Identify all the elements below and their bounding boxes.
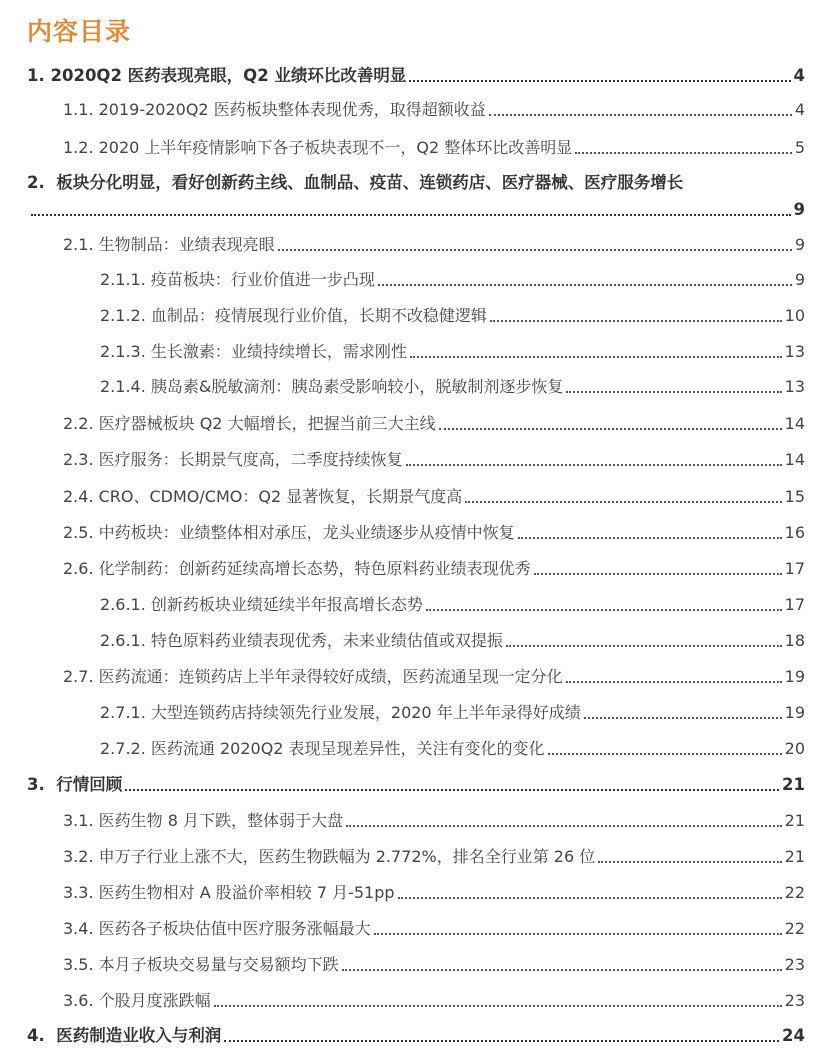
toc-row [0,915,831,939]
toc-entry-text: 大型连锁药店持续领先行业发展，2020 年上半年录得好成绩 [150,703,581,722]
toc-entry-link[interactable] [100,591,805,615]
toc-entry-number: 2.1.2. [100,306,151,325]
toc-entry-link[interactable] [100,699,805,723]
toc-entry-number: 1. [27,66,51,85]
toc-entry-text: 医疗服务：长期景气度高，二季度持续恢复 [98,450,403,469]
toc-row [0,987,831,1011]
toc-leader-dots [490,320,782,322]
toc-entry-link[interactable] [63,843,805,867]
toc-row [0,771,831,795]
toc-entry-number: 3.4. [63,919,99,938]
toc-row [0,446,831,470]
toc-row [0,879,831,903]
toc-entry-number: 2.6.1. [100,631,151,650]
toc-entry-number: 1.2. [63,138,99,157]
toc-leader-dots [534,573,782,575]
toc-leader-dots [506,645,782,647]
toc-entry-text: 医药流通：连锁药店上半年录得较好成绩，医药流通呈现一定分化 [98,667,563,686]
toc-entry-link[interactable] [27,62,805,86]
toc-row-continuation [0,196,831,220]
toc-entry-number: 3.3. [63,883,99,902]
toc-leader-dots [125,789,779,791]
toc-entry-link[interactable] [63,555,805,579]
toc-entry-link[interactable] [27,169,805,193]
toc-row [0,96,831,120]
toc-leader-dots [410,356,782,358]
toc-entry-link[interactable] [63,446,805,470]
toc-entry-link[interactable] [100,266,805,290]
toc-row [0,699,831,723]
toc-entry-number: 2.1. [63,235,99,254]
toc-entry-text: 生物制品：业绩表现亮眼 [98,235,275,254]
toc-entry-continuation[interactable] [31,196,805,220]
toc-leader-dots [378,284,792,286]
toc-page-number: 21 [784,811,805,830]
toc-entry-number: 2.1.4. [100,377,151,396]
toc-leader-dots [598,861,781,863]
toc-row [0,1022,831,1046]
toc-entry-number: 2.7.2. [100,739,151,758]
toc-page-number: 4 [794,100,805,119]
toc-page-number: 10 [784,306,805,325]
toc-entry-link[interactable] [63,915,805,939]
toc-page-number: 23 [784,991,805,1010]
toc-row [0,663,831,687]
toc-entry-text: 2020Q2 医药表现亮眼，Q2 业绩环比改善明显 [50,66,407,85]
toc-entry-text: 医药流通 2020Q2 表现呈现差异性，关注有变化的变化 [150,739,545,758]
toc-leader-dots [465,501,781,503]
toc-leader-dots [584,717,782,719]
toc-entry-number: 2. [27,173,57,192]
toc-entry-link[interactable] [100,735,805,759]
toc-leader-dots [409,80,790,82]
toc-entry-number: 3.2. [63,847,99,866]
toc-entry-text: 2020 上半年疫情影响下各子板块表现不一，Q2 整体环比改善明显 [98,138,573,157]
toc-leader-dots [346,825,782,827]
toc-entry-text: 医药生物相对 A 股溢价率相较 7 月-51pp [98,883,395,902]
toc-page-number: 14 [784,450,805,469]
toc-row [0,338,831,362]
toc-entry-number: 2.6.1. [100,595,151,614]
toc-leader-dots [548,753,782,755]
toc-leader-dots [566,681,782,683]
toc-leader-dots [398,897,782,899]
toc-entry-text: 生长激素：业绩持续增长，需求刚性 [150,342,407,361]
toc-entry-number: 2.1.3. [100,342,151,361]
toc-row [0,134,831,158]
toc-leader-dots [426,609,782,611]
toc-entry-number: 2.7. [63,667,99,686]
toc-entry-link[interactable] [63,951,805,975]
toc-entry-text: 医药各子板块估值中医疗服务涨幅最大 [98,919,371,938]
toc-entry-link[interactable] [63,519,805,543]
toc-row [0,627,831,651]
toc-entry-text: 医疗器械板块 Q2 大幅增长，把握当前三大主线 [98,414,436,433]
toc-page-number: 14 [784,414,805,433]
toc-row [0,62,831,86]
toc-page-number: 19 [784,667,805,686]
toc-page-number: 15 [784,487,805,506]
toc-entry-number: 3.6. [63,991,99,1010]
toc-row [0,302,831,326]
toc-page-number: 18 [784,631,805,650]
toc-page-number: 19 [784,703,805,722]
toc-entry-number: 2.7.1. [100,703,151,722]
toc-page-number: 13 [784,342,805,361]
toc-page-number: 21 [784,847,805,866]
toc-page-number: 20 [784,739,805,758]
toc-row [0,483,831,507]
toc-entry-text: 医药生物 8 月下跌，整体弱于大盘 [98,811,343,830]
toc-page-number: 22 [784,919,805,938]
toc-leader-dots [214,1005,782,1007]
toc-row [0,555,831,579]
toc-row [0,231,831,255]
toc-page-number: 24 [782,1026,805,1045]
toc-page-number: 9 [793,200,805,219]
toc-leader-dots [374,933,782,935]
toc-entry-link[interactable] [63,96,805,120]
toc-entry-text: 特色原料药业绩表现优秀，未来业绩估值或双提振 [150,631,503,650]
toc-page-number: 5 [794,138,805,157]
toc-entry-number: 2.2. [63,414,99,433]
toc-entry-link[interactable] [27,1022,805,1046]
toc-entry-link[interactable] [63,663,805,687]
toc-entry-link[interactable] [100,373,805,397]
toc-row [0,410,831,434]
toc-page-number: 21 [782,775,805,794]
toc-row [0,843,831,867]
toc-entry-link[interactable] [100,302,805,326]
toc-row [0,266,831,290]
toc-page-number: 9 [794,235,805,254]
toc-entry-text: 中药板块：业绩整体相对承压，龙头业绩逐步从疫情中恢复 [98,523,515,542]
toc-entry-link[interactable] [63,987,805,1011]
toc-entry-number: 3.5. [63,955,99,974]
toc-entry-number: 1.1. [63,100,99,119]
toc-entry-number: 2.3. [63,450,99,469]
toc-row [0,591,831,615]
toc-entry-link[interactable] [63,807,805,831]
toc-entry-text: 血制品：疫情展现行业价值，长期不改稳健逻辑 [150,306,487,325]
toc-entry-link[interactable] [27,771,805,795]
toc-entry-text: 创新药板块业绩延续半年报高增长态势 [150,595,423,614]
toc-leader-dots [278,249,792,251]
toc-row [0,807,831,831]
toc-entry-link[interactable] [63,483,805,507]
toc-entry-number: 2.6. [63,559,99,578]
toc-entry-text: 申万子行业上涨不大，医药生物跌幅为 2.772%，排名全行业第 26 位 [98,847,596,866]
toc-leader-dots [406,464,782,466]
toc-leader-dots [518,537,782,539]
toc-entry-number: 2.5. [63,523,99,542]
toc-page-number: 16 [784,523,805,542]
toc-page-number: 17 [784,595,805,614]
toc-page-number: 4 [793,66,805,85]
toc-entry-number: 2.4. [63,487,99,506]
toc-page-number: 9 [794,270,805,289]
toc-row [0,169,831,193]
toc-entry-number: 2.1.1. [100,270,151,289]
toc-row [0,951,831,975]
toc-entry-text: 板块分化明显，看好创新药主线、血制品、疫苗、连锁药店、医疗器械、医疗服务增长 [56,173,684,192]
toc-row [0,373,831,397]
toc-entry-number: 3. [27,775,57,794]
toc-page-number: 13 [784,377,805,396]
toc-page-number: 22 [784,883,805,902]
toc-row [0,519,831,543]
toc-entry-text: 化学制药：创新药延续高增长态势，特色原料药业绩表现优秀 [98,559,531,578]
toc-entry-link[interactable] [63,134,805,158]
toc-page-number: 23 [784,955,805,974]
toc-leader-dots [31,214,791,216]
toc-leader-dots [575,152,792,154]
toc-entry-text: 行情回顾 [56,775,123,794]
toc-entry-text: 医药制造业收入与利润 [56,1026,222,1045]
toc-leader-dots [566,391,781,393]
toc-entry-text: 个股月度涨跌幅 [98,991,211,1010]
toc-entry-text: 疫苗板块：行业价值进一步凸现 [150,270,375,289]
toc-entry-link[interactable] [100,338,805,362]
toc-entry-number: 3.1. [63,811,99,830]
toc-entry-link[interactable] [63,410,805,434]
toc-entry-number: 4. [27,1026,57,1045]
toc-row [0,735,831,759]
toc-entry-link[interactable] [63,879,805,903]
toc-leader-dots [342,969,782,971]
toc-leader-dots [489,114,792,116]
toc-entry-link[interactable] [100,627,805,651]
toc-entry-text: 胰岛素&脱敏滴剂：胰岛素受影响较小，脱敏制剂逐步恢复 [150,377,564,396]
toc-title: 内容目录 [27,17,132,46]
toc-leader-dots [224,1040,779,1042]
toc-entry-text: 本月子板块交易量与交易额均下跌 [98,955,339,974]
toc-entry-link[interactable] [63,231,805,255]
toc-entry-text: 2019-2020Q2 医药板块整体表现优秀，取得超额收益 [98,100,486,119]
toc-entry-text: CRO、CDMO/CMO：Q2 显著恢复，长期景气度高 [98,487,463,506]
toc-page-number: 17 [784,559,805,578]
toc-leader-dots [439,428,782,430]
